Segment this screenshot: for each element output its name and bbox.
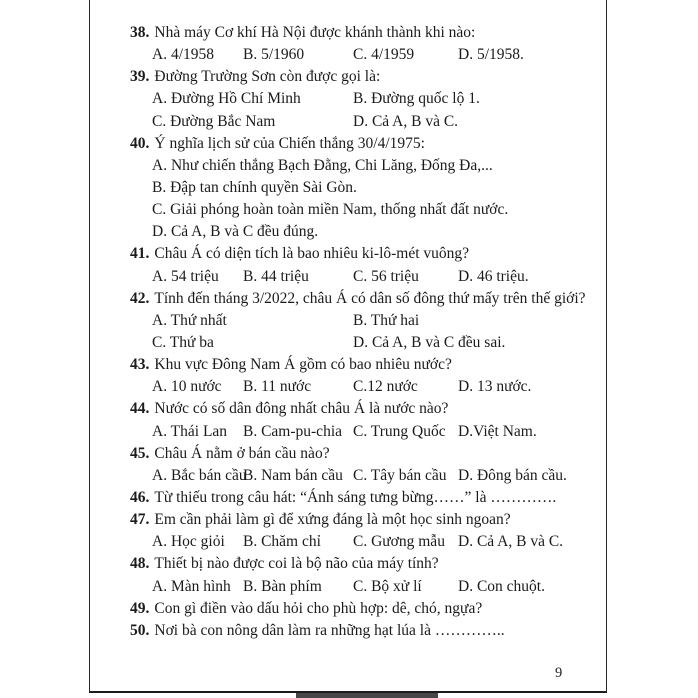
- answer-option: C. Thứ ba: [152, 333, 214, 351]
- answer-option: D. Đông bán cầu.: [458, 466, 567, 484]
- question-number: 49.: [130, 599, 150, 617]
- answer-option: A. Thái Lan: [152, 422, 228, 440]
- answer-option: B. 11 nước: [243, 378, 312, 396]
- answer-option: C. 4/1959: [353, 46, 415, 64]
- answer-option: A. Thứ nhất: [152, 311, 227, 329]
- answer-option: C. Tây bán cầu: [353, 466, 447, 484]
- answer-option: B. 5/1960: [243, 46, 305, 64]
- answer-option: A. 4/1958: [152, 46, 214, 64]
- option-row: [130, 332, 604, 354]
- option-row: [130, 576, 604, 598]
- answer-option: C. 56 triệu: [353, 267, 419, 285]
- answer-option: A. Bắc bán cầu: [152, 466, 247, 484]
- answer-option: D.Việt Nam.: [458, 422, 537, 440]
- answer-option: D. Cả A, B và C đều đúng.: [152, 223, 319, 241]
- question-text: Đường Trường Sơn còn được gọi là:: [154, 68, 381, 86]
- question-text: Em cần phải làm gì để xứng đáng là một học sinh ngoan?: [154, 511, 511, 529]
- answer-option: D. Cả A, B và C.: [458, 533, 564, 551]
- answer-option: A. Như chiến thắng Bạch Đằng, Chi Lăng, Đống Đa,...: [152, 156, 493, 174]
- question-line: [130, 553, 604, 575]
- option-row: [130, 177, 604, 199]
- option-row: [130, 111, 604, 133]
- option-row: [130, 465, 604, 487]
- answer-option: B. Nam bán cầu: [243, 466, 343, 484]
- question-text: Từ thiếu trong câu hát: “Ánh sáng tưng bừng……” là ………….: [154, 488, 557, 506]
- question-number: 41.: [130, 245, 150, 263]
- question-line: [130, 133, 604, 155]
- option-row: [130, 221, 604, 243]
- question-line: [130, 398, 604, 420]
- question-number: 45.: [130, 444, 150, 462]
- option-row: [130, 310, 604, 332]
- question-number: 39.: [130, 68, 150, 86]
- question-number: 43.: [130, 356, 150, 374]
- answer-option: C. Bộ xử lí: [353, 577, 422, 595]
- question-number: 48.: [130, 555, 150, 573]
- question-line: [130, 598, 604, 620]
- option-row: [130, 421, 604, 443]
- question-line: [130, 66, 604, 88]
- answer-option: A. Học giỏi: [152, 533, 225, 551]
- page-number: 9: [555, 665, 563, 681]
- answer-option: C. Đường Bắc Nam: [152, 112, 276, 130]
- option-row: [130, 531, 604, 553]
- question-line: [130, 243, 604, 265]
- question-line: [130, 509, 604, 531]
- answer-option: A. 10 nước: [152, 378, 222, 396]
- question-number: 47.: [130, 511, 150, 529]
- question-line: [130, 288, 604, 310]
- answer-option: D. Cả A, B và C đều sai.: [353, 333, 506, 351]
- answer-option: B. Thứ hai: [353, 311, 420, 329]
- answer-option: B. Bàn phím: [243, 577, 322, 595]
- questions-list: [130, 22, 604, 642]
- question-text: Châu Á nằm ở bán cầu nào?: [154, 444, 330, 462]
- question-text: Nơi bà con nông dân làm ra những hạt lúa là …………..: [154, 621, 505, 639]
- option-row: [130, 199, 604, 221]
- option-row: [130, 88, 604, 110]
- question-line: [130, 487, 604, 509]
- answer-option: C.12 nước: [353, 378, 418, 396]
- answer-option: A. 54 triệu: [152, 267, 219, 285]
- answer-option: A. Màn hình: [152, 577, 231, 595]
- answer-option: B. Chăm chỉ: [243, 533, 321, 551]
- answer-option: B. Cam-pu-chia: [243, 422, 343, 440]
- answer-option: D. 46 triệu.: [458, 267, 529, 285]
- question-text: Ý nghĩa lịch sử của Chiến thắng 30/4/1975:: [154, 134, 425, 152]
- answer-option: D. 13 nước.: [458, 378, 532, 396]
- question-number: 46.: [130, 488, 150, 506]
- photo-bottom-edge: [296, 693, 438, 698]
- question-number: 42.: [130, 289, 150, 307]
- answer-option: A. Đường Hồ Chí Minh: [152, 90, 301, 108]
- question-text: Con gì điền vào dấu hỏi cho phù hợp: dê, chó, ngựa?: [154, 599, 483, 617]
- answer-option: B. Đường quốc lộ 1.: [353, 90, 480, 108]
- answer-option: C. Trung Quốc: [353, 422, 446, 440]
- answer-option: B. 44 triệu: [243, 267, 309, 285]
- option-row: [130, 266, 604, 288]
- question-line: [130, 443, 604, 465]
- option-row: [130, 155, 604, 177]
- question-text: Châu Á có diện tích là bao nhiêu ki-lô-mét vuông?: [154, 245, 470, 263]
- question-text: Nhà máy Cơ khí Hà Nội được khánh thành khi nào:: [154, 24, 476, 41]
- answer-option: D. 5/1958.: [458, 46, 524, 64]
- question-line: [130, 620, 604, 642]
- question-text: Khu vực Đông Nam Á gồm có bao nhiêu nước?: [154, 356, 452, 374]
- question-number: 50.: [130, 621, 150, 639]
- answer-option: D. Con chuột.: [458, 577, 545, 595]
- option-row: [130, 44, 604, 66]
- answer-option: C. Gương mẫu: [353, 533, 445, 551]
- question-text: Thiết bị nào được coi là bộ não của máy tính?: [154, 555, 439, 573]
- answer-option: B. Đập tan chính quyền Sài Gòn.: [152, 178, 357, 196]
- question-number: 44.: [130, 400, 150, 418]
- question-text: Tính đến tháng 3/2022, châu Á có dân số đông thứ mấy trên thế giới?: [154, 289, 586, 307]
- answer-option: C. Giải phóng hoàn toàn miền Nam, thống nhất đất nước.: [152, 201, 509, 219]
- answer-option: D. Cả A, B và C.: [353, 112, 459, 130]
- option-row: [130, 376, 604, 398]
- question-number: 40.: [130, 134, 150, 152]
- question-number: 38.: [130, 24, 150, 41]
- question-line: [130, 354, 604, 376]
- question-line: [130, 22, 604, 44]
- question-text: Nước có số dân đông nhất châu Á là nước nào?: [154, 400, 449, 418]
